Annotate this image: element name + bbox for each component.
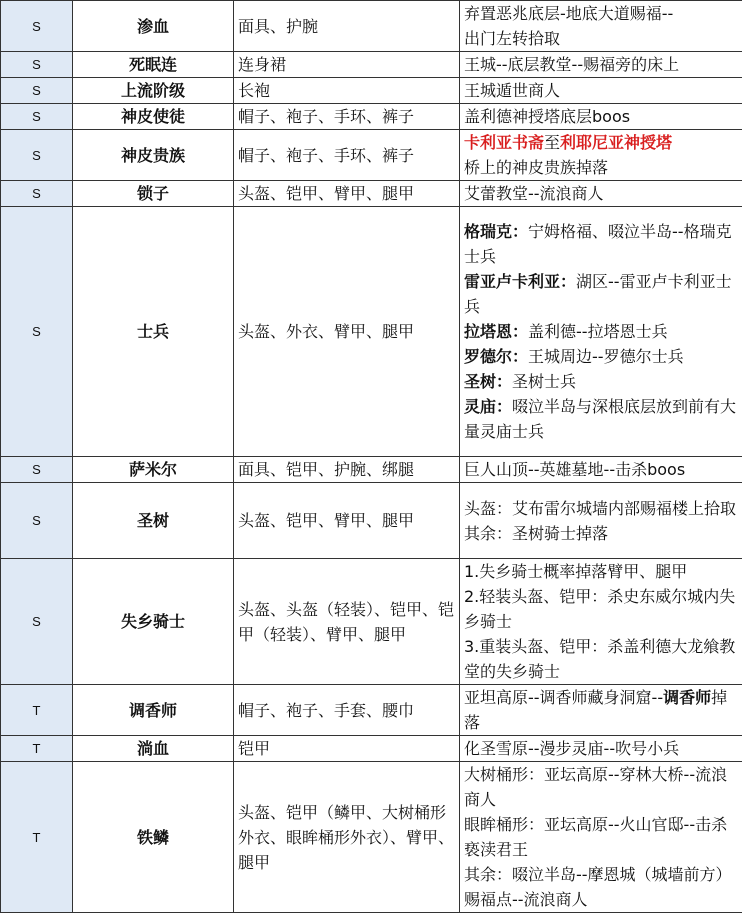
set-name-cell: 渗血 [73, 1, 234, 52]
source-line: 3.重装头盔、铠甲：杀盖利德大龙飨教堂的失乡骑士 [464, 634, 738, 684]
source-cell [460, 559, 742, 685]
slots-cell: 头盔、铠甲、臂甲、腿甲 [234, 181, 460, 207]
slots-cell: 面具、铠甲、护腕、绑腿 [234, 457, 460, 483]
region-text: 啜泣半岛与深根底层放到前有大量灵庙士兵 [464, 397, 736, 441]
source-cell [460, 483, 742, 559]
table-row [1, 736, 742, 762]
grade-cell: S [1, 483, 73, 559]
source-cell: 巨人山顶--英雄墓地--击杀boos [460, 457, 742, 483]
table-row [1, 559, 742, 685]
source-line: 出门左转拾取 [464, 26, 738, 51]
source-line: 头盔：艾布雷尔城墙内部赐福楼上拾取 [464, 496, 738, 521]
region-text: 湖区--雷亚卢卡利亚士兵 [464, 272, 732, 316]
location-highlight: 卡利亚书斋 [464, 133, 544, 152]
grade-cell: S [1, 1, 73, 52]
grade-cell: S [1, 52, 73, 78]
table-row [1, 762, 742, 913]
slots-cell: 长袍 [234, 78, 460, 104]
source-cell [460, 1, 742, 52]
set-name-cell: 铁鳞 [73, 762, 234, 913]
slots-cell: 帽子、袍子、手环、裤子 [234, 104, 460, 130]
set-name-cell: 失乡骑士 [73, 559, 234, 685]
source-cell: 艾蕾教堂--流浪商人 [460, 181, 742, 207]
connector-text: 至 [544, 133, 560, 152]
region-label: 格瑞克： [464, 222, 528, 241]
source-line: 1.失乡骑士概率掉落臂甲、腿甲 [464, 559, 738, 584]
source-text: 掉落 [464, 688, 727, 732]
source-cell: 化圣雪原--漫步灵庙--吹号小兵 [460, 736, 742, 762]
slots-cell: 头盔、铠甲（鳞甲、大树桶形外衣、眼眸桶形外衣）、臂甲、腿甲 [234, 762, 460, 913]
set-name-cell: 淌血 [73, 736, 234, 762]
source-entry [464, 344, 738, 369]
slots-cell: 头盔、外衣、臂甲、腿甲 [234, 207, 460, 457]
table-row [1, 52, 742, 78]
table-row [1, 1, 742, 52]
source-line [464, 130, 738, 155]
source-cell [460, 762, 742, 913]
boss-name: 调香师 [663, 688, 711, 707]
table-row [1, 181, 742, 207]
slots-cell: 面具、护腕 [234, 1, 460, 52]
slots-cell: 帽子、袍子、手环、裤子 [234, 130, 460, 181]
source-cell [460, 130, 742, 181]
source-entry [464, 394, 738, 444]
source-entry [464, 219, 738, 269]
grade-cell: S [1, 104, 73, 130]
slots-cell: 头盔、头盔（轻装）、铠甲、铠甲（轻装）、臂甲、腿甲 [234, 559, 460, 685]
set-name-cell: 萨米尔 [73, 457, 234, 483]
slots-cell: 铠甲 [234, 736, 460, 762]
source-cell: 王城遁世商人 [460, 78, 742, 104]
region-text: 王城周边--罗德尔士兵 [528, 347, 684, 366]
source-cell [460, 207, 742, 457]
grade-cell: S [1, 130, 73, 181]
source-entry [464, 319, 738, 344]
source-line: 其余：啜泣半岛--摩恩城（城墙前方）赐福点--流浪商人 [464, 862, 738, 912]
slots-cell: 帽子、袍子、手套、腰巾 [234, 685, 460, 736]
grade-cell: T [1, 736, 73, 762]
grade-cell: T [1, 685, 73, 736]
slots-cell: 头盔、铠甲、臂甲、腿甲 [234, 483, 460, 559]
table-row [1, 78, 742, 104]
location-highlight: 利耶尼亚神授塔 [560, 133, 672, 152]
source-line: 其余：圣树骑士掉落 [464, 521, 738, 546]
source-entry [464, 369, 738, 394]
source-line: 弃置恶兆底层-地底大道赐福-- [464, 1, 738, 26]
region-label: 灵庙： [464, 397, 512, 416]
region-label: 圣树： [464, 372, 512, 391]
table-row [1, 207, 742, 457]
set-name-cell: 调香师 [73, 685, 234, 736]
set-name-cell: 圣树 [73, 483, 234, 559]
slots-cell: 连身裙 [234, 52, 460, 78]
set-name-cell: 神皮贵族 [73, 130, 234, 181]
grade-cell: S [1, 78, 73, 104]
grade-cell: S [1, 457, 73, 483]
grade-cell: S [1, 207, 73, 457]
source-cell: 盖利德神授塔底层boos [460, 104, 742, 130]
source-line: 2.轻装头盔、铠甲：杀史东威尔城内失乡骑士 [464, 584, 738, 634]
table-row [1, 104, 742, 130]
region-text: 盖利德--拉塔恩士兵 [528, 322, 668, 341]
source-text: 亚坦高原--调香师藏身洞窟-- [464, 688, 663, 707]
table-row [1, 130, 742, 181]
source-line: 桥上的神皮贵族掉落 [464, 155, 738, 180]
source-line: 眼眸桶形：亚坛高原--火山官邸--击杀亵渎君王 [464, 812, 738, 862]
table-row [1, 483, 742, 559]
region-label: 罗德尔： [464, 347, 528, 366]
set-name-cell: 士兵 [73, 207, 234, 457]
set-name-cell: 锁子 [73, 181, 234, 207]
grade-cell: T [1, 762, 73, 913]
source-cell: 王城--底层教堂--赐福旁的床上 [460, 52, 742, 78]
region-label: 雷亚卢卡利亚： [464, 272, 576, 291]
grade-cell: S [1, 181, 73, 207]
region-text: 圣树士兵 [512, 372, 576, 391]
source-line: 大树桶形：亚坛高原--穿林大桥--流浪商人 [464, 762, 738, 812]
set-name-cell: 神皮使徒 [73, 104, 234, 130]
region-text: 宁姆格福、啜泣半岛--格瑞克士兵 [464, 222, 732, 266]
table-row [1, 685, 742, 736]
set-name-cell: 上流阶级 [73, 78, 234, 104]
grade-cell: S [1, 559, 73, 685]
table-row [1, 457, 742, 483]
source-cell [460, 685, 742, 736]
region-label: 拉塔恩： [464, 322, 528, 341]
source-entry [464, 269, 738, 319]
set-name-cell: 死眠连 [73, 52, 234, 78]
